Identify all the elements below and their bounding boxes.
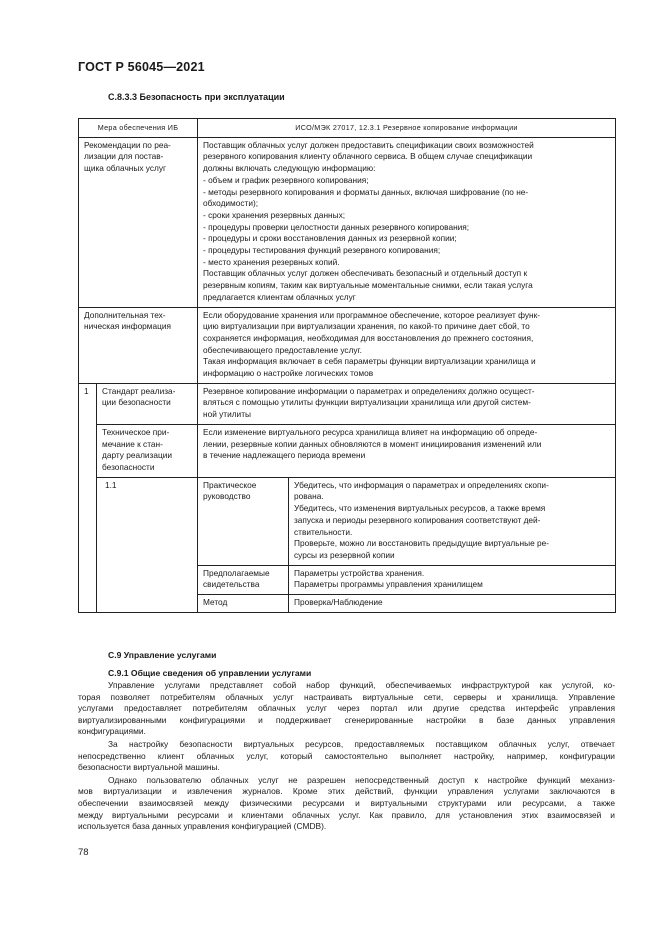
text-security-standard: Резервное копирование информации о параметрах и определениях должно осущест- вляться с помощью утилиты функции виртуализации хранилища или другой систем- ной утилиты	[198, 383, 616, 424]
row-number: 1	[79, 383, 97, 612]
label-additional-info: Дополнительная тех- ническая информация	[79, 307, 198, 383]
sub-row-number: 1.1	[97, 477, 198, 612]
table-row	[79, 307, 616, 383]
label-technical-note: Техническое при- мечание к стан- дарту реализации безопасности	[97, 424, 198, 477]
section-heading-c91: С.9.1 Общие сведения об управлении услугами	[108, 668, 312, 678]
label-security-standard: Стандарт реализа- ции безопасности	[97, 383, 198, 424]
table-row	[79, 383, 616, 424]
document-code: ГОСТ Р 56045—2021	[78, 60, 205, 74]
text-expected-evidence: Параметры устройства хранения. Параметры программы управления хранилищем	[289, 565, 616, 594]
header-standard: ИСО/МЭК 27017, 12.3.1 Резервное копирование информации	[198, 119, 616, 138]
section-title: С.8.3.3 Безопасность при эксплуатации	[108, 92, 285, 102]
security-measure-table	[78, 118, 616, 613]
text-technical-note: Если изменение виртуального ресурса хранилища влияет на информацию об опреде- лении, резервные копии данных обновляются в момент инициирования изменений или в течение надлежащего периода времени	[198, 424, 616, 477]
body-text	[78, 680, 615, 834]
label-method: Метод	[198, 595, 289, 613]
label-practical-guide: Практическое руководство	[198, 477, 289, 565]
text-method: Проверка/Наблюдение	[289, 595, 616, 613]
header-measure: Мера обеспечения ИБ	[79, 119, 198, 138]
table-header-row	[79, 119, 616, 138]
paragraph: Однако пользователю облачных услуг не разрешен непосредственный доступ к настройке функций механиз- мов виртуализации и извлечения журналов. Кроме этих действий, функции управления услугами заключаются в обеспечении взаимосвязей между физическими ресурсами и виртуальными структурами или ресурсами, а также между виртуальными ресурсами и клиентами облачных услуг. Как правило, для установления этих взаимосвязей и используется база данных управления конфигурацией (CMDB).	[78, 774, 615, 832]
table-row	[79, 424, 616, 477]
text-recommendations: Поставщик облачных услуг должен предоставить спецификации своих возможностей резервного копирования клиенту облачного сервиса. В общем случае спецификации должны включать следующую информацию: - объем и график резервного копирования; - методы резервного копирования и форматы данных, включая шифрование (по не- обходимости); - сроки хранения резервных данных; - процедуры проверки целостности данных резервного копирования; - процедуры и сроки восстановления данных из резервной копии; - процедуры тестирования функций резервного копирования; - место хранения резервных копий. Поставщик облачных услуг должен обеспечивать безопасный и отдельный доступ к резервным копиям, таким как виртуальные моментальные снимки, если такая услуга предлагается клиентам облачных услуг	[198, 137, 616, 307]
label-expected-evidence: Предполагаемые свидетельства	[198, 565, 289, 594]
section-heading-c9: С.9 Управление услугами	[108, 650, 217, 660]
text-practical-guide: Убедитесь, что информация о параметрах и определениях скопи- рована. Убедитесь, что изменения виртуальных ресурсов, а также время запуска и периоды резервного копирования соответствуют дей- ствительности. Проверьте, можно ли восстановить предыдущие виртуальные ре- сурсы из резервной копии	[289, 477, 616, 565]
page-number: 78	[78, 847, 89, 858]
table-row	[79, 477, 616, 565]
text-additional-info: Если оборудование хранения или программное обеспечение, которое реализует функ- цию виртуализации при виртуализации хранения, по какой-то причине дает сбой, то сохраняется информация, необходимая для восстановления до прежнего состояния, обеспечивающего предоставление услуг. Такая информация включает в себя параметры функции виртуализации хранилища и информацию о настройке логических томов	[198, 307, 616, 383]
table-row	[79, 137, 616, 307]
paragraph: За настройку безопасности виртуальных ресурсов, предоставляемых поставщиком облачных услуг, отвечает непосредственно клиент облачных услуг, который самостоятельно выполняет настройку, например, конфигурации безопасности виртуальной машины.	[78, 738, 615, 773]
paragraph: Управление услугами представляет собой набор функций, обеспечиваемых инфраструктурой как услугой, ко- торая позволяет потребителям облачных услуг настраивать виртуальные сети, серверы и хранилища. Управление услугами предоставляет потребителям облачных услуг через портал или другие средства интерфейс управления виртуализированными конфигурациями и поддерживает сгенерированные настройки в базе данных управления конфигурациями.	[78, 680, 615, 737]
label-recommendations: Рекомендации по реа- лизации для постав- щика облачных услуг	[79, 137, 198, 307]
